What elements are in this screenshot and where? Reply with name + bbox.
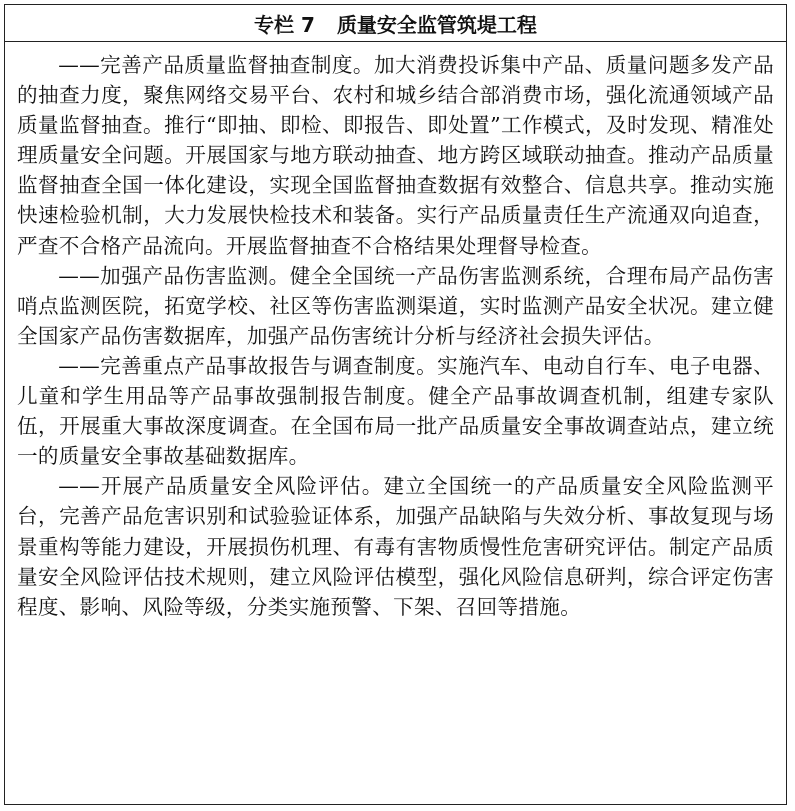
paragraph-injury-monitoring: ——加强产品伤害监测。健全全国统一产品伤害监测系统，合理布局产品伤害哨点监测医院，拓宽学校、社区等伤害监测渠道，实时监测产品安全状况。建立健全国家产品伤害数据库，加强产品伤害统计分析与经济社会损失评估。	[17, 263, 774, 348]
box-title-bar	[5, 5, 786, 42]
paragraph-risk-assessment: ——开展产品质量安全风险评估。建立全国统一的产品质量安全风险监测平台，完善产品危害识别和试验验证体系，加强产品缺陷与失效分析、事故复现与场景重构等能力建设，开展损伤机理、有毒有害物质慢性危害研究评估。制定产品质量安全风险评估技术规则，建立风险评估模型，强化风险信息研判，综合评定伤害程度、影响、风险等级，分类实施预警、下架、召回等措施。	[17, 474, 774, 619]
paragraph-accident-reporting: ——完善重点产品事故报告与调查制度。实施汽车、电动自行车、电子电器、儿童和学生用品等产品事故强制报告制度。健全产品事故调查机制，组建专家队伍，开展重大事故深度调查。在全国布局一批产品质量安全事故调查站点，建立统一的质量安全事故基础数据库。	[17, 353, 774, 469]
paragraph-sampling: ——完善产品质量监督抽查制度。加大消费投诉集中产品、质量问题多发产品的抽查力度，聚焦网络交易平台、农村和城乡结合部消费市场，强化流通领域产品质量监督抽查。推行“即抽、即检、即报告、即处置”工作模式，及时发现、精准处理质量安全问题。开展国家与地方联动抽查、地方跨区域联动抽查。推动产品质量监督抽查全国一体化建设，实现全国监督抽查数据有效整合、信息共享。推动实施快速检验机制，大力发展快检技术和装备。实行产品质量责任生产流通双向追查，严查不合格产品流向。开展监督抽查不合格结果处理督导检查。	[17, 53, 774, 258]
box-title: 质量安全监管筑堤工程	[336, 12, 537, 37]
feature-box	[4, 4, 787, 805]
box-content	[5, 42, 786, 622]
box-label: 专栏 7	[254, 12, 315, 37]
